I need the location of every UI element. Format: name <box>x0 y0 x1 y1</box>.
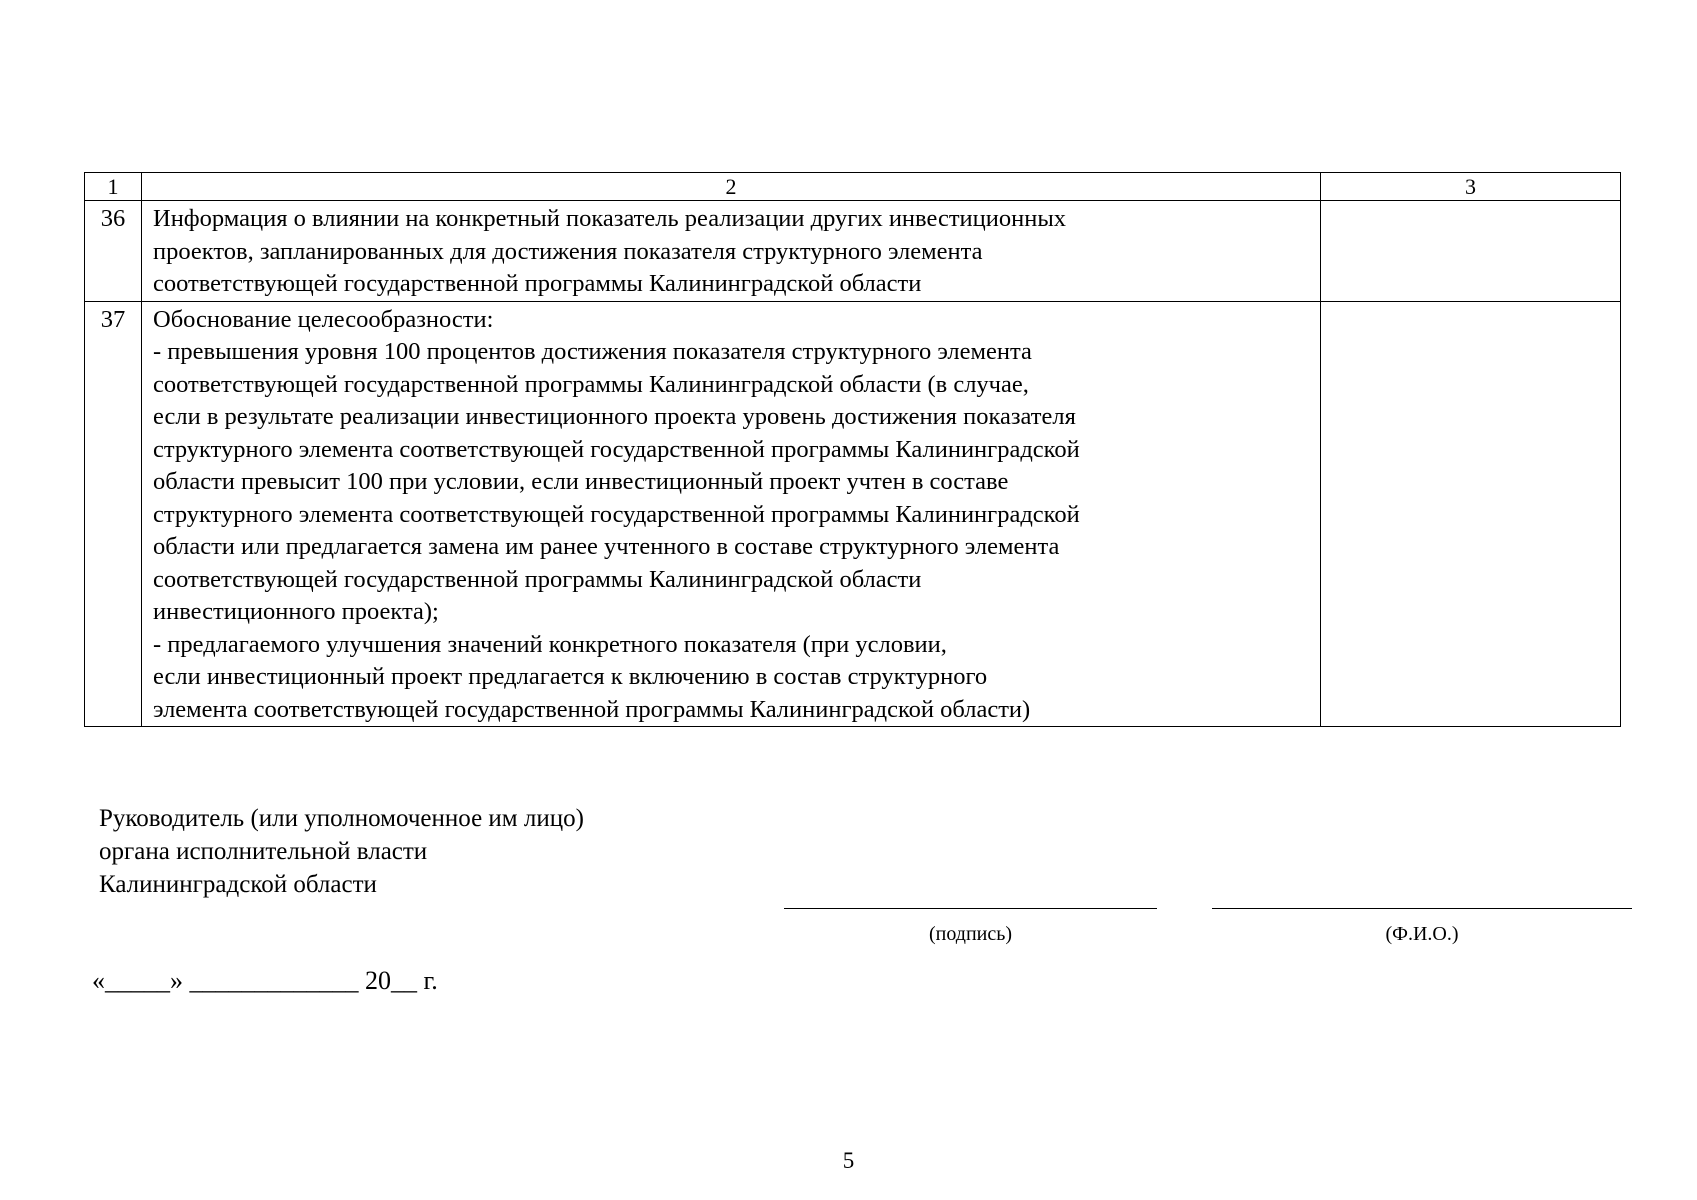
row-text-line: проектов, запланированных для достижения показателя структурного элемента <box>153 237 983 265</box>
table-header-row <box>85 173 1621 201</box>
table-row-36 <box>85 201 1621 302</box>
row-text-line: области или предлагается замена им ранее учтенного в составе структурного элемента <box>153 533 1060 560</box>
row-text-line: соответствующей государственной программы Калининградской области <box>153 270 922 297</box>
row-text-line: если инвестиционный проект предлагается к включению в состав структурного <box>153 663 988 690</box>
row-text-line: области превысит 100 при условии, если инвестиционный проект учтен в составе <box>153 468 1009 495</box>
row-value-cell <box>1321 301 1621 727</box>
row-number: 37 <box>85 301 142 727</box>
row-number: 36 <box>85 201 142 302</box>
row-text-line: соответствующей государственной программы Калининградской области (в случае, <box>153 370 1029 398</box>
date-line: «_____» _____________ 20__ г. <box>92 966 438 995</box>
page-number: 5 <box>842 1148 855 1173</box>
document-table <box>84 172 1621 727</box>
column-header-3: 3 <box>1321 173 1621 201</box>
row-text-line: структурного элемента соответствующей государственной программы Калининградской <box>153 435 1080 463</box>
row-value-cell <box>1321 201 1621 302</box>
signer-line: Руководитель (или уполномоченное им лицо) <box>99 805 584 832</box>
row-text-line: инвестиционного проекта); <box>153 598 439 625</box>
signer-line: Калининградской области <box>99 871 377 898</box>
row-text-line: структурного элемента соответствующей государственной программы Калининградской <box>153 500 1080 528</box>
signer-line: органа исполнительной власти <box>99 838 428 865</box>
table-row-37 <box>85 301 1621 727</box>
row-text-line: соответствующей государственной программы Калининградской области <box>153 565 922 593</box>
name-line <box>1212 908 1632 909</box>
column-header-2: 2 <box>142 173 1321 201</box>
row-text-line: Обоснование целесообразности: <box>153 305 494 333</box>
signature-line <box>784 908 1157 909</box>
row-description <box>142 301 1321 727</box>
row-text-line: - превышения уровня 100 процентов достижения показателя структурного элемента <box>153 338 1032 365</box>
row-text-line: Информация о влиянии на конкретный показатель реализации других инвестиционных <box>153 205 1067 232</box>
row-text-line: элемента соответствующей государственной программы Калининградской области) <box>153 695 1031 723</box>
signer-title <box>99 802 584 901</box>
name-caption: (Ф.И.О.) <box>1385 923 1459 945</box>
signature-caption: (подпись) <box>928 923 1013 945</box>
row-text-line: если в результате реализации инвестиционного проекта уровень достижения показателя <box>153 403 1076 430</box>
row-description <box>142 201 1321 302</box>
column-header-1: 1 <box>85 173 142 201</box>
row-text-line: - предлагаемого улучшения значений конкретного показателя (при условии, <box>153 630 947 658</box>
